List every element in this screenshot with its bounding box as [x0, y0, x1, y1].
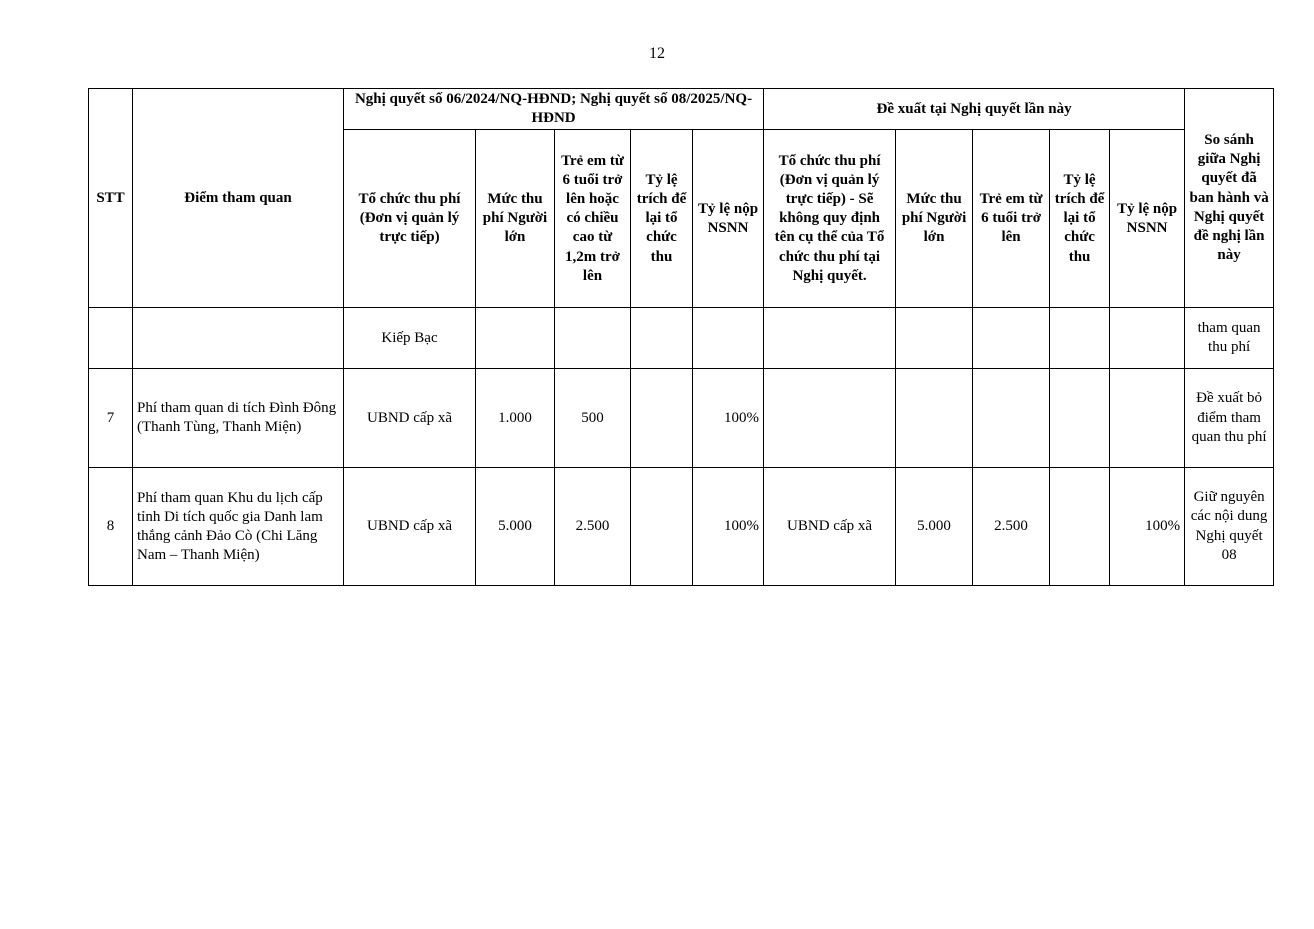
- cell-new-child-fee: [973, 369, 1050, 468]
- cell-old-adult-fee: 1.000: [476, 369, 555, 468]
- header-old-adult-fee: Mức thu phí Người lớn: [476, 130, 555, 308]
- table-row: [89, 369, 1274, 468]
- cell-new-adult-fee: [896, 369, 973, 468]
- cell-new-nsnn-rate: [1110, 369, 1185, 468]
- cell-new-retain-rate: [1050, 308, 1110, 369]
- cell-new-child-fee: 2.500: [973, 468, 1050, 586]
- cell-old-nsnn-rate: 100%: [693, 468, 764, 586]
- header-old-org: Tổ chức thu phí (Đơn vị quản lý trực tiếp): [344, 130, 476, 308]
- header-group-old-resolution: Nghị quyết số 06/2024/NQ-HĐND; Nghị quyết số 08/2025/NQ-HĐND: [344, 89, 764, 130]
- header-new-org: Tổ chức thu phí (Đơn vị quản lý trực tiếp) - Sẽ không quy định tên cụ thể của Tổ chức thu phí tại Nghị quyết.: [764, 130, 896, 308]
- header-attraction: Điểm tham quan: [133, 89, 344, 308]
- cell-new-nsnn-rate: [1110, 308, 1185, 369]
- cell-attraction: Phí tham quan di tích Đình Đông (Thanh Tùng, Thanh Miện): [133, 369, 344, 468]
- cell-attraction: Phí tham quan Khu du lịch cấp tỉnh Di tích quốc gia Danh lam thắng cảnh Đảo Cò (Chi Lăng Nam – Thanh Miện): [133, 468, 344, 586]
- cell-new-retain-rate: [1050, 369, 1110, 468]
- cell-old-nsnn-rate: [693, 308, 764, 369]
- cell-stt: 8: [89, 468, 133, 586]
- cell-old-retain-rate: [631, 369, 693, 468]
- cell-new-adult-fee: [896, 308, 973, 369]
- cell-old-org: UBND cấp xã: [344, 468, 476, 586]
- header-new-nsnn-rate: Tỷ lệ nộp NSNN: [1110, 130, 1185, 308]
- header-group-new-proposal: Đề xuất tại Nghị quyết lần này: [764, 89, 1185, 130]
- cell-old-retain-rate: [631, 468, 693, 586]
- cell-comparison: Giữ nguyên các nội dung Nghị quyết 08: [1185, 468, 1274, 586]
- cell-old-child-fee: 500: [555, 369, 631, 468]
- cell-old-retain-rate: [631, 308, 693, 369]
- cell-new-nsnn-rate: 100%: [1110, 468, 1185, 586]
- cell-new-org: [764, 369, 896, 468]
- cell-old-nsnn-rate: 100%: [693, 369, 764, 468]
- header-old-nsnn-rate: Tỷ lệ nộp NSNN: [693, 130, 764, 308]
- cell-old-org: Kiếp Bạc: [344, 308, 476, 369]
- table-row: [89, 468, 1274, 586]
- cell-attraction: [133, 308, 344, 369]
- cell-comparison: Đề xuất bỏ điểm tham quan thu phí: [1185, 369, 1274, 468]
- cell-old-adult-fee: 5.000: [476, 468, 555, 586]
- header-old-retain-rate: Tỷ lệ trích để lại tổ chức thu: [631, 130, 693, 308]
- header-new-child-fee: Trẻ em từ 6 tuổi trở lên: [973, 130, 1050, 308]
- cell-old-adult-fee: [476, 308, 555, 369]
- cell-new-child-fee: [973, 308, 1050, 369]
- cell-stt: [89, 308, 133, 369]
- header-new-adult-fee: Mức thu phí Người lớn: [896, 130, 973, 308]
- page-number: 12: [649, 45, 665, 62]
- cell-old-org: UBND cấp xã: [344, 369, 476, 468]
- cell-new-retain-rate: [1050, 468, 1110, 586]
- table-row: [89, 308, 1274, 369]
- cell-stt: 7: [89, 369, 133, 468]
- header-comparison: So sánh giữa Nghị quyết đã ban hành và Nghị quyết đề nghị lần này: [1185, 89, 1274, 308]
- header-row-group: [89, 89, 1274, 130]
- header-old-child-fee: Trẻ em từ 6 tuổi trở lên hoặc có chiều cao từ 1,2m trở lên: [555, 130, 631, 308]
- cell-old-child-fee: 2.500: [555, 468, 631, 586]
- cell-old-child-fee: [555, 308, 631, 369]
- cell-new-org: [764, 308, 896, 369]
- header-stt: STT: [89, 89, 133, 308]
- fee-table: [88, 88, 1274, 586]
- cell-new-org: UBND cấp xã: [764, 468, 896, 586]
- cell-comparison: tham quan thu phí: [1185, 308, 1274, 369]
- header-new-retain-rate: Tỷ lệ trích để lại tổ chức thu: [1050, 130, 1110, 308]
- cell-new-adult-fee: 5.000: [896, 468, 973, 586]
